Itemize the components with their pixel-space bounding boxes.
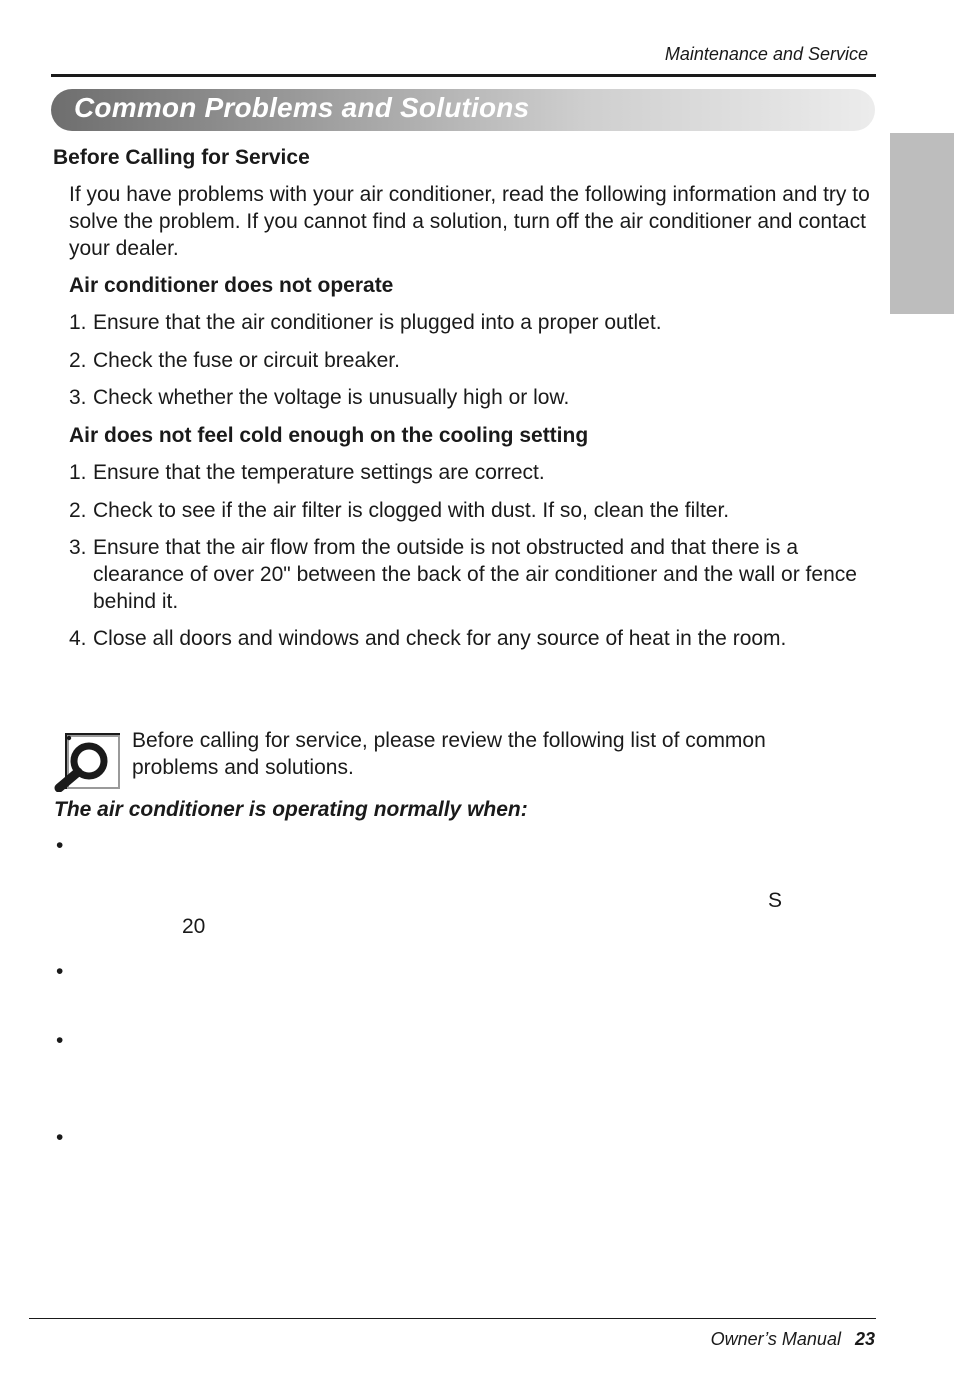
list-number: 2.: [69, 499, 87, 522]
list-item: [69, 459, 869, 486]
list-number: 1.: [69, 461, 87, 484]
list-text: Check to see if the air filter is clogged with dust. If so, clean the filter.: [93, 499, 730, 522]
before-service-intro: If you have problems with your air conditioner, read the following information and try to solve the problem. If you cannot find a solution, turn off the air conditioner and contact your dealer.: [69, 183, 870, 260]
running-header: Maintenance and Service: [664, 44, 868, 64]
footer: [711, 1329, 875, 1350]
list-text: Check whether the voltage is unusually high or low.: [93, 386, 570, 409]
not-operate-heading: Air conditioner does not operate: [69, 274, 394, 297]
title-banner: [51, 89, 875, 131]
list-text: Check the fuse or circuit breaker.: [93, 349, 400, 372]
list-number: 2.: [69, 349, 87, 372]
page-title: Common Problems and Solutions: [74, 92, 530, 123]
list-item: [69, 534, 869, 615]
footer-label: Owner’s Manual: [710, 1329, 841, 1349]
list-number: 1.: [69, 311, 87, 334]
bullet: •: [56, 1029, 64, 1052]
list-item: [69, 347, 869, 374]
list-item: [69, 309, 869, 336]
header-rule: [51, 74, 876, 77]
footer-rule: [29, 1318, 876, 1319]
list-item: [69, 497, 869, 524]
text-fragment: 20: [182, 915, 206, 938]
page-number: 23: [854, 1329, 875, 1349]
side-tab: [890, 133, 954, 314]
list-text: Ensure that the air flow from the outside is not obstructed and that there is a clearance of over 20" between the back of the air conditioner and the wall or fence behind it.: [93, 536, 857, 613]
bullet: •: [56, 1126, 64, 1149]
list-item: [69, 625, 869, 652]
list-text: Close all doors and windows and check for any source of heat in the room.: [93, 627, 787, 650]
not-cold-heading: Air does not feel cold enough on the cooling setting: [69, 424, 589, 447]
text-fragment: S: [768, 889, 783, 912]
list-text: Ensure that the air conditioner is plugged into a proper outlet.: [93, 311, 662, 334]
magnifier-icon: [54, 732, 122, 792]
note-text: Before calling for service, please review the following list of common problems and solutions.: [132, 729, 766, 779]
list-text: Ensure that the temperature settings are correct.: [93, 461, 545, 484]
normal-operation-heading: The air conditioner is operating normally when:: [54, 798, 528, 821]
bullet: •: [56, 834, 64, 857]
bullet: •: [56, 960, 64, 983]
list-number: 3.: [69, 386, 87, 409]
before-service-heading: Before Calling for Service: [53, 146, 310, 169]
list-number: 3.: [69, 536, 87, 559]
list-number: 4.: [69, 627, 87, 650]
list-item: [69, 384, 869, 411]
